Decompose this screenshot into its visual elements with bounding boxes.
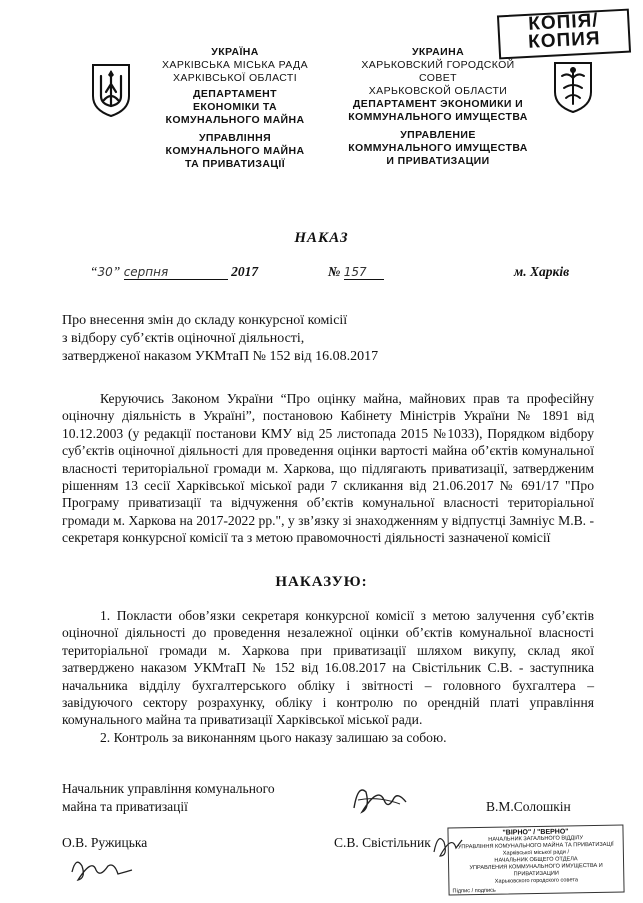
signature-icon bbox=[348, 778, 412, 820]
document-title: НАКАЗ bbox=[294, 230, 349, 246]
subject-line-3: затвердженої наказом УКМтаП № 152 від 16.08.2017 bbox=[62, 349, 379, 364]
date-month: серпня bbox=[124, 265, 228, 280]
order-number-value: 157 bbox=[344, 265, 384, 280]
order-city: м. Харків bbox=[514, 264, 570, 279]
header-right-country: УКРАИНА bbox=[411, 46, 465, 58]
signatory-position-line-1: Начальник управління комунального bbox=[62, 781, 275, 796]
header-left bbox=[130, 46, 340, 171]
header-right bbox=[328, 46, 548, 168]
order-item-1: 1. Покласти обов’язки секретаря конкурсної комісії з метою залучення суб’єктів оціночної діяльності до проведення незалежної оцінки об’єктів комунальної власності територіальної громади м. Харкова при приватизації шляхом викупу, склад якої затверджено наказом УКМтаП № 152 від 16.08.2017 на Свістільник С.В. - заступника начальника відділу бухгалтерського обліку і звітності – головного бухгалтера – завідуючого сектору розрахунку, обліку і контролю по орендній платі управління комунального майна та приватизації Харківської міської ради. bbox=[62, 608, 594, 728]
header-left-council-2: ХАРКІВСЬКОЇ ОБЛАСТІ bbox=[172, 72, 298, 84]
header-right-council-2: СОВЕТ bbox=[419, 72, 457, 84]
trident-coat-of-arms-icon bbox=[90, 62, 132, 118]
header-left-office-2: КОМУНАЛЬНОГО МАЙНА bbox=[165, 145, 305, 157]
verified-stamp-line4: Харківської міської ради / bbox=[502, 849, 570, 857]
ack-right-name: С.В. Свістільник bbox=[334, 835, 431, 850]
header-right-department-1: ДЕПАРТАМЕНТ ЭКОНОМИКИ И bbox=[352, 98, 524, 110]
order-subject bbox=[62, 312, 462, 366]
header-left-country: УКРАЇНА bbox=[211, 46, 259, 58]
date-day: 30 bbox=[97, 265, 113, 279]
header-left-office-3: ТА ПРИВАТИЗАЦІЇ bbox=[184, 158, 286, 170]
signatory-position-line-2: майна та приватизації bbox=[62, 799, 188, 814]
verified-stamp-line5: НАЧАЛЬНИК ОБЩЕГО ОТДЕЛА bbox=[494, 856, 578, 864]
header-left-department-3: КОМУНАЛЬНОГО МАЙНА bbox=[165, 114, 305, 126]
header-right-department-2: КОММУНАЛЬНОГО ИМУЩЕСТВА bbox=[348, 111, 528, 123]
order-heading: НАКАЗУЮ: bbox=[275, 574, 368, 590]
signatory-name: В.М.Солошкін bbox=[486, 799, 571, 814]
verified-stamp-line6: УПРАВЛЕНИЯ КОММУНАЛЬНОГО ИМУЩЕСТВА И ПРИВАТИЗАЦИИ bbox=[469, 862, 603, 878]
kharkiv-coat-of-arms-icon bbox=[552, 60, 594, 114]
order-items bbox=[62, 607, 594, 746]
header-right-council-3: ХАРЬКОВСКОЙ ОБЛАСТИ bbox=[368, 85, 508, 97]
verified-stamp bbox=[447, 824, 624, 895]
copy-stamp-line2: КОПИЯ bbox=[527, 28, 602, 53]
header-right-office-1: УПРАВЛЕНИЕ bbox=[400, 129, 476, 141]
copy-stamp-line1: КОПІЯ/ bbox=[527, 10, 600, 35]
date-year: 2017 bbox=[231, 264, 259, 279]
signature-icon bbox=[66, 852, 138, 888]
verified-stamp-line1: "ВІРНО" / "ВЕРНО" bbox=[502, 828, 569, 837]
verified-stamp-line8: Підпис / подпись bbox=[452, 887, 496, 895]
header-right-office-3: И ПРИВАТИЗАЦИИ bbox=[386, 155, 490, 167]
order-number-label: № bbox=[328, 264, 341, 279]
signatory-position bbox=[62, 780, 275, 816]
subject-line-1: Про внесення змін до складу конкурсної комісії bbox=[62, 313, 348, 328]
header-left-department-1: ДЕПАРТАМЕНТ bbox=[193, 88, 277, 100]
header-right-council-1: ХАРЬКОВСКИЙ ГОРОДСКОЙ bbox=[361, 59, 515, 71]
verified-stamp-line2: НАЧАЛЬНИК ЗАГАЛЬНОГО ВІДДІЛУ bbox=[488, 835, 584, 843]
order-date: “30” серпня 2017 bbox=[90, 264, 259, 279]
preamble-text: Керуючись Законом України “Про оцінку майна, майнових прав та професійну оціночну діяльність в Україні”, постановою Кабінету Міністрів України № 1891 від 10.12.2003 (у редакції постанови КМУ від 25 листопада 2015 №1033), Порядком відбору суб’єктів оціночної діяльності для проведення оцінки вартості майна об’єктів комунальної власності територіальної громади м. Харкова, що підлягають приватизації, затвердженим рішенням 13 сесії Харківської міської ради 7 скликання від 21.06.2017 № 691/17 "Про Програму приватизації та відчуження об’єктів комунальної власності територіальної громади м. Харкова на 2017-2022 рр.", у зв’язку зі знаходженням у відпустці Замніус М.В. - секретаря конкурсної комісії та з метою правомочності діяльності зазначеної комісії bbox=[62, 391, 594, 546]
header-left-council-1: ХАРКІВСЬКА МІСЬКА РАДА bbox=[162, 59, 308, 71]
header-right-office-2: КОММУНАЛЬНОГО ИМУЩЕСТВА bbox=[348, 142, 528, 154]
subject-line-2: з відбору суб’єктів оціночної діяльності, bbox=[62, 331, 305, 346]
ack-left-name: О.В. Ружицька bbox=[62, 835, 148, 850]
header-left-office-1: УПРАВЛІННЯ bbox=[198, 132, 272, 144]
verified-stamp-line7: Харьковского городского совета bbox=[494, 877, 579, 885]
order-number bbox=[328, 264, 384, 280]
header-left-department-2: ЕКОНОМІКИ ТА bbox=[192, 101, 277, 113]
preamble bbox=[62, 390, 594, 547]
order-item-2: 2. Контроль за виконанням цього наказу залишаю за собою. bbox=[100, 729, 447, 745]
verified-stamp-line3: УПРАВЛІННЯ КОМУНАЛЬНОГО МАЙНА ТА ПРИВАТИЗАЦІЇ bbox=[457, 841, 614, 851]
